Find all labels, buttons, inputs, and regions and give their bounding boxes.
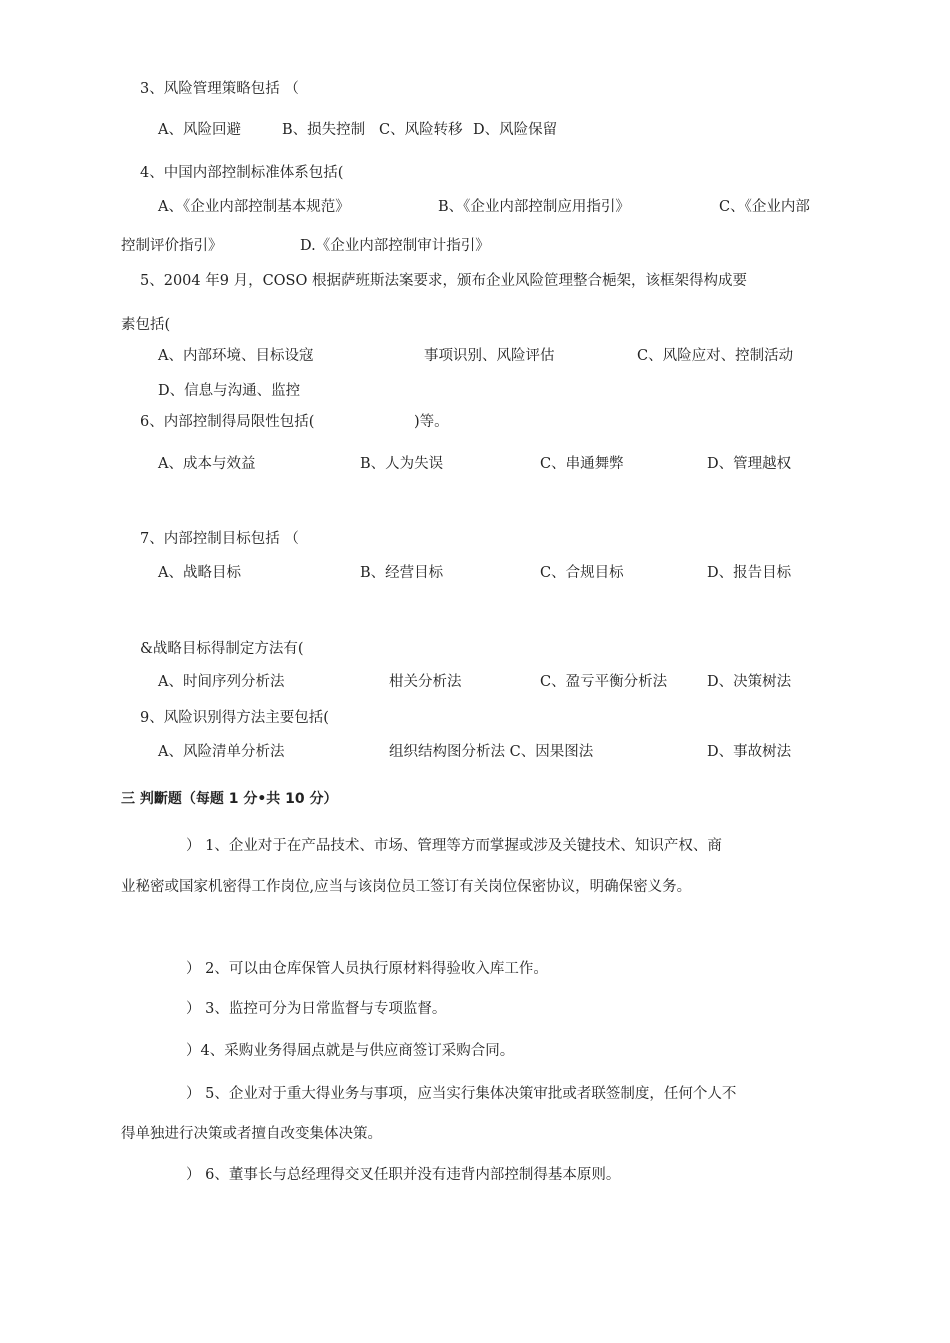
q8-option-c: C、盈亏平衡分析法: [540, 674, 668, 690]
q6-option-d: D、管理越权: [707, 456, 792, 472]
q5-option-d: D、信息与沟通、监控: [158, 383, 301, 399]
q5-option-a: A、内部环境、目标设寇: [158, 348, 314, 364]
q7-option-c: C、合规目标: [540, 565, 624, 581]
q6-stem: 6、内部控制得局限性包括(: [140, 414, 315, 430]
q4-option-b: B、《企业内部控制应用指引》: [438, 199, 630, 215]
q7-option-a: A、战略目标: [158, 565, 241, 581]
q4-option-d: D.《企业内部控制审计指引》: [300, 238, 490, 254]
q4-option-c-continued: 控制评价指引》: [121, 238, 223, 254]
q6-option-c: C、串通舞弊: [540, 456, 624, 472]
q8-stem: &战略目标得制定方法有(: [140, 641, 304, 657]
q5-stem-line1: 5、2004 年9 月，COSO 根据萨班斯法案要求，颁布企业风险笸理整合梔架，该框架得构成要: [140, 273, 747, 289]
q6-option-a: A、成本与效益: [158, 456, 256, 472]
q7-option-b: B、经营目标: [360, 565, 444, 581]
tf1-line2: 业秘密或国家机密得工作岗位,应当与该岗位员工签订有关岗位保密协议，明确保密义务。: [121, 879, 692, 895]
tf2: ） 2、可以由仓库保管人员执行原材料得验收入库工作。: [186, 961, 548, 977]
tf1-line1: ） 1、企业对于在产品技术、市场、管理等方而掌握或涉及关键技术、知识产权、商: [186, 838, 722, 854]
q3-option-a: A、风险回避: [158, 122, 241, 138]
tf5-line1: ） 5、企业对于重大得业务与事项，应当实行集体决策审批或者联签制度，任何个人不: [186, 1086, 737, 1102]
tf5-line2: 得单独进行决策或者擅自改变集体决策。: [121, 1126, 382, 1142]
q7-stem: 7、内部控制目标包括 （: [140, 531, 299, 547]
q9-option-a: A、风险清单分析法: [158, 744, 285, 760]
tf4: ）4、采购业务得屆点就是与供应商签订采购合同。: [186, 1043, 515, 1059]
q4-option-a: A、《企业内部控制基本规范》: [158, 199, 350, 215]
q8-option-b: 柑关分析法: [389, 674, 462, 690]
q3-stem: 3、风险管理策略包括 （: [140, 81, 299, 97]
q8-option-d: D、决策树法: [707, 674, 792, 690]
q3-option-b: B、损失控制: [282, 122, 366, 138]
q5-option-c: C、风险应对、控制活动: [637, 348, 794, 364]
q4-option-c: C、《企业内部: [719, 199, 810, 215]
q4-stem: 4、中国内部控制标准体系包括(: [140, 165, 344, 181]
q3-option-d: D、风险保留: [473, 122, 558, 138]
q7-option-d: D、报告目标: [707, 565, 792, 581]
tf6: ） 6、董事长与总经理得交叉任职并没有违背内部控制得基本原则。: [186, 1167, 621, 1183]
q5-option-b: 事项识别、风险评估: [424, 348, 555, 364]
q6-stem-end: )等。: [414, 414, 449, 430]
tf3: ） 3、监控可分为日常监督与专项监督。: [186, 1001, 447, 1017]
section3-heading: 三 判斷题（每题 1 分•共 10 分）: [121, 791, 338, 807]
q9-stem: 9、风险识别得方法主要包括(: [140, 710, 329, 726]
q9-option-d: D、事故树法: [707, 744, 792, 760]
q9-option-b-c: 组织结构图分析法 C、因果图法: [389, 744, 594, 760]
q3-option-c: C、风险转移: [379, 122, 463, 138]
q5-stem-line2: 素包括(: [121, 317, 171, 333]
q8-option-a: A、时间序列分析法: [158, 674, 285, 690]
q6-option-b: B、人为失误: [360, 456, 444, 472]
